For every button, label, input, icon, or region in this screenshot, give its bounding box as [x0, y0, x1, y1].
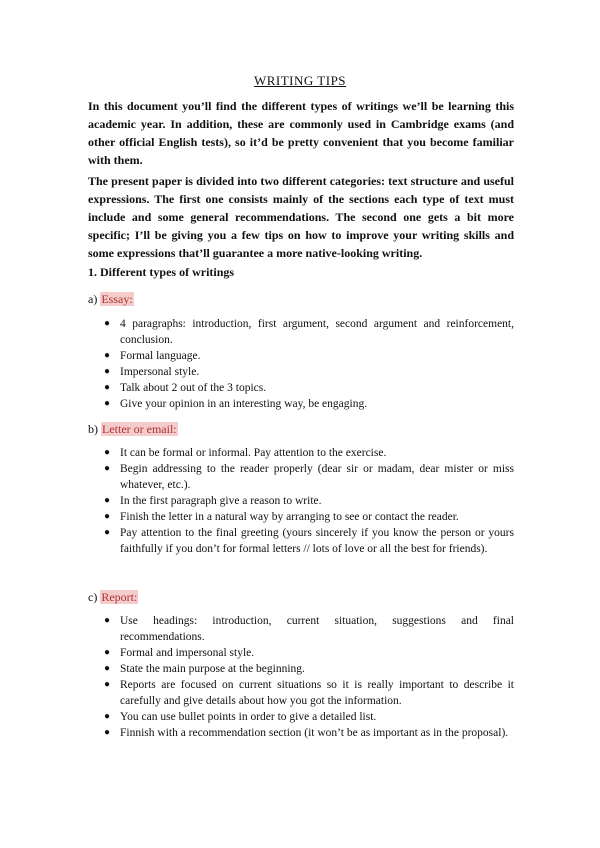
list-item: ● State the main purpose at the beginning. — [104, 663, 305, 675]
list-item: ● Begin addressing to the reader properly (dear sir or madam, dear mister or miss whatever, etc.). — [104, 463, 514, 491]
subsection-label: Essay: — [101, 292, 133, 306]
list-item: ● 4 paragraphs: introduction, first argument, second argument and reinforcement, conclusion. — [104, 318, 514, 346]
list-item: ● In the first paragraph give a reason to write. — [104, 495, 322, 507]
intro-paragraph-2: The present paper is divided into two different categories: text structure and useful expressions. The first one consists mainly of the sections each type of text must include and some general recommendations. The second one gets a bit more specific; I’ll be giving you a few tips on how to improve your writing skills and some expressions that’ll guarantee a more native-looking writing. — [88, 174, 514, 260]
list-item: ● You can use bullet points in order to give a detailed list. — [104, 711, 377, 723]
bullet-icon: ● — [104, 447, 111, 458]
subsection-heading-essay — [88, 292, 134, 307]
document-title: WRITING TIPS — [253, 73, 347, 88]
subsection-prefix: c) — [88, 590, 98, 604]
list-item: ● Use headings: introduction, current situation, suggestions and final recommendations. — [104, 615, 514, 643]
bullet-icon: ● — [104, 727, 111, 738]
bullet-icon: ● — [104, 463, 111, 474]
list-item: ● Pay attention to the final greeting (yours sincerely if you know the person or yours faithfully if you don’t for formal letters // lots of love or all the best for friends). — [104, 527, 514, 555]
section-heading: 1. Different types of writings — [88, 265, 235, 279]
bullet-icon: ● — [104, 382, 111, 393]
bullet-icon: ● — [104, 527, 111, 538]
bullet-list-letter — [88, 445, 514, 557]
bullet-icon: ● — [104, 366, 111, 377]
subsection-label: Report: — [101, 590, 138, 604]
subsection-heading-letter — [88, 422, 178, 437]
subsection-prefix: a) — [88, 292, 98, 306]
list-item: ● Impersonal style. — [104, 366, 200, 378]
list-item: ● Give your opinion in an interesting way, be engaging. — [104, 398, 368, 410]
intro-paragraph-1: In this document you’ll find the different types of writings we’ll be learning this academic year. In addition, these are commonly used in Cambridge exams (and other official English tests), so it’d be pretty convenient that you become familiar with them. — [88, 99, 514, 167]
bullet-icon: ● — [104, 511, 111, 522]
bullet-icon: ● — [104, 711, 111, 722]
list-item: ● Reports are focused on current situations so it is really important to describe it carefully and give details about how you got the information. — [104, 679, 514, 707]
list-item: ● Finnish with a recommendation section (it won’t be as important as in the proposal). — [104, 727, 509, 739]
bullet-icon: ● — [104, 350, 111, 361]
subsection-heading-report — [88, 590, 138, 605]
list-item: ● Finish the letter in a natural way by arranging to see or contact the reader. — [104, 511, 459, 523]
bullet-icon: ● — [104, 398, 111, 409]
bullet-icon: ● — [104, 495, 111, 506]
bullet-icon: ● — [104, 647, 111, 658]
list-item: ● Formal language. — [104, 350, 201, 362]
list-item: ● Formal and impersonal style. — [104, 647, 255, 659]
subsection-label: Letter or email: — [102, 422, 177, 436]
subsection-prefix: b) — [88, 422, 98, 436]
bullet-list-report — [88, 613, 514, 741]
bullet-list-essay — [88, 316, 514, 412]
bullet-icon: ● — [104, 679, 111, 690]
bullet-icon: ● — [104, 318, 111, 329]
bullet-icon: ● — [104, 615, 111, 626]
list-item: ● Talk about 2 out of the 3 topics. — [104, 382, 267, 394]
list-item: ● It can be formal or informal. Pay attention to the exercise. — [104, 447, 387, 459]
bullet-icon: ● — [104, 663, 111, 674]
